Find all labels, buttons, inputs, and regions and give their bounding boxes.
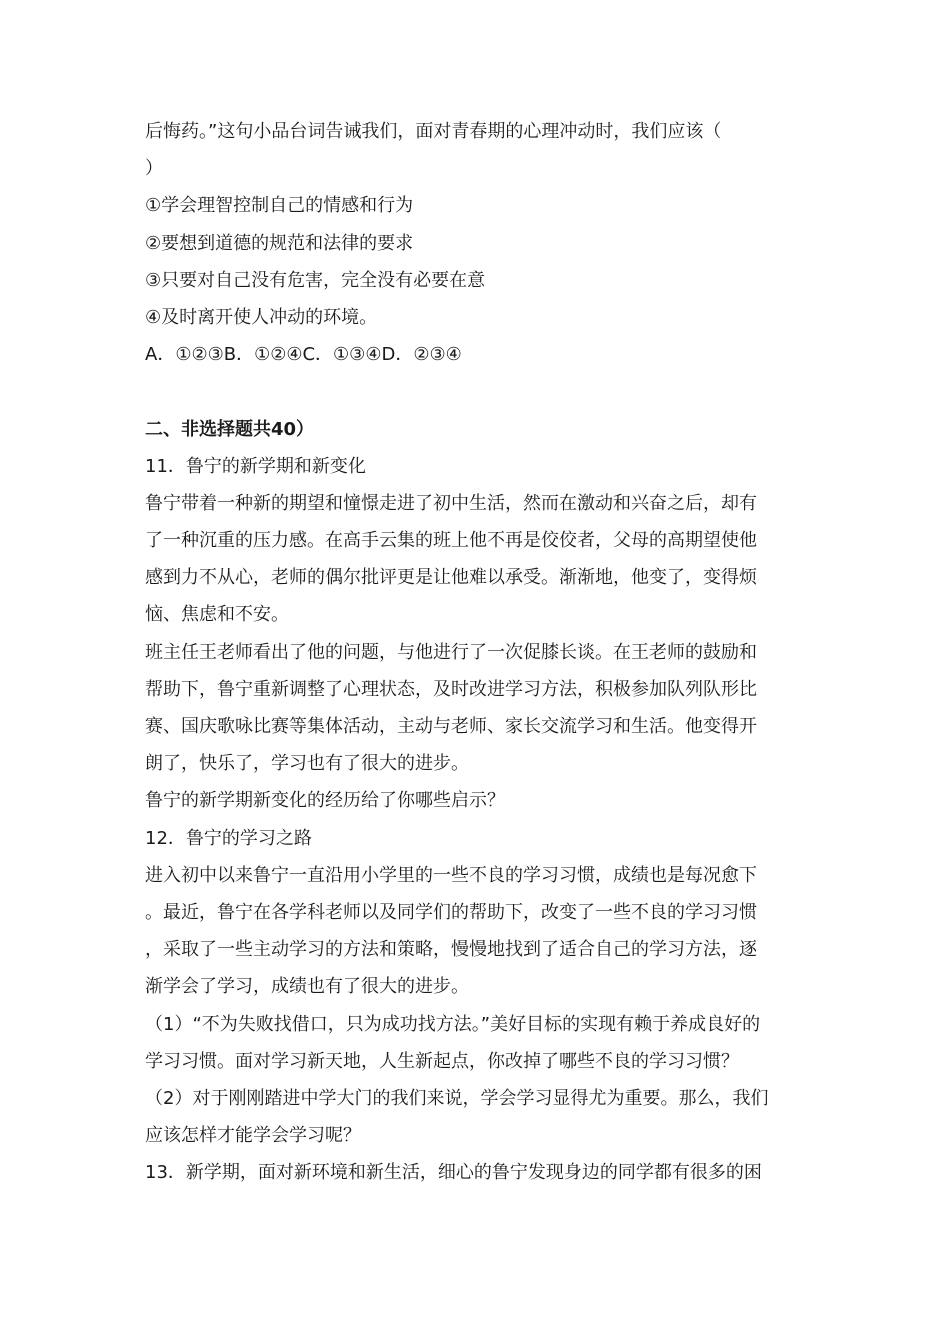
sub-question: （2）对于刚刚踏进中学大门的我们来说，学会学习显得尤为重要。那么，我们 xyxy=(145,1087,769,1109)
text-line: 班主任王老师看出了他的问题，与他进行了一次促膝长谈。在王老师的鼓励和 xyxy=(145,641,757,663)
question-title: 12．鲁宁的学习之路 xyxy=(145,827,312,849)
text-line: 应该怎样才能学会学习呢？ xyxy=(145,1125,361,1147)
text-line: ，采取了一些主动学习的方法和策略，慢慢地找到了适合自己的学习方法，逐 xyxy=(145,939,757,961)
sub-question: （1）“不为失败找借口，只为成功找方法。”美好目标的实现有赖于养成良好的 xyxy=(145,1013,761,1035)
text-line: 感到力不从心，老师的偶尔批评更是让他难以承受。渐渐地，他变了，变得烦 xyxy=(145,567,757,589)
text-line: 鲁宁带着一种新的期望和憧憬走进了初中生活，然而在激动和兴奋之后，却有 xyxy=(145,492,757,514)
answer-choices: A．①②③B．①②④C．①③④D．②③④ xyxy=(145,344,462,366)
question-prompt: 鲁宁的新学期新变化的经历给了你哪些启示？ xyxy=(145,790,505,812)
option-item: ④及时离开使人冲动的环境。 xyxy=(145,306,378,328)
text-line: 了一种沉重的压力感。在高手云集的班上他不再是佼佼者，父母的高期望使他 xyxy=(145,530,757,552)
text-line: 进入初中以来鲁宁一直沿用小学里的一些不良的学习习惯，成绩也是每况愈下 xyxy=(145,864,757,886)
text-line: 后悔药。”这句小品台词告诫我们，面对青春期的心理冲动时，我们应该（ xyxy=(145,121,722,142)
option-item: ①学会理智控制自己的情感和行为 xyxy=(145,195,414,217)
text-line: 恼、焦虑和不安。 xyxy=(145,604,289,626)
question-title: 13．新学期，面对新环境和新生活，细心的鲁宁发现身边的同学都有很多的困 xyxy=(145,1162,762,1184)
text-line: ） xyxy=(145,158,163,180)
text-line: 朗了，快乐了，学习也有了很大的进步。 xyxy=(145,753,469,775)
document-body xyxy=(145,113,815,1191)
blank-line xyxy=(145,373,815,410)
question-title: 11．鲁宁的新学期和新变化 xyxy=(145,455,366,477)
option-item: ②要想到道德的规范和法律的要求 xyxy=(145,232,414,254)
option-item: ③只要对自己没有危害，完全没有必要在意 xyxy=(145,269,486,291)
text-line: 赛、国庆歌咏比赛等集体活动，主动与老师、家长交流学习和生活。他变得开 xyxy=(145,716,757,737)
section-heading: 二、非选择题共40） xyxy=(145,418,315,440)
text-line: 。最近，鲁宁在各学科老师以及同学们的帮助下，改变了一些不良的学习习惯 xyxy=(145,901,757,923)
text-line: 学习习惯。面对学习新天地，人生新起点，你改掉了哪些不良的学习习惯？ xyxy=(145,1050,739,1072)
text-line: 渐学会了学习，成绩也有了很大的进步。 xyxy=(145,976,469,998)
text-line: 帮助下，鲁宁重新调整了心理状态，及时改进学习方法，积极参加队列队形比 xyxy=(145,678,757,700)
